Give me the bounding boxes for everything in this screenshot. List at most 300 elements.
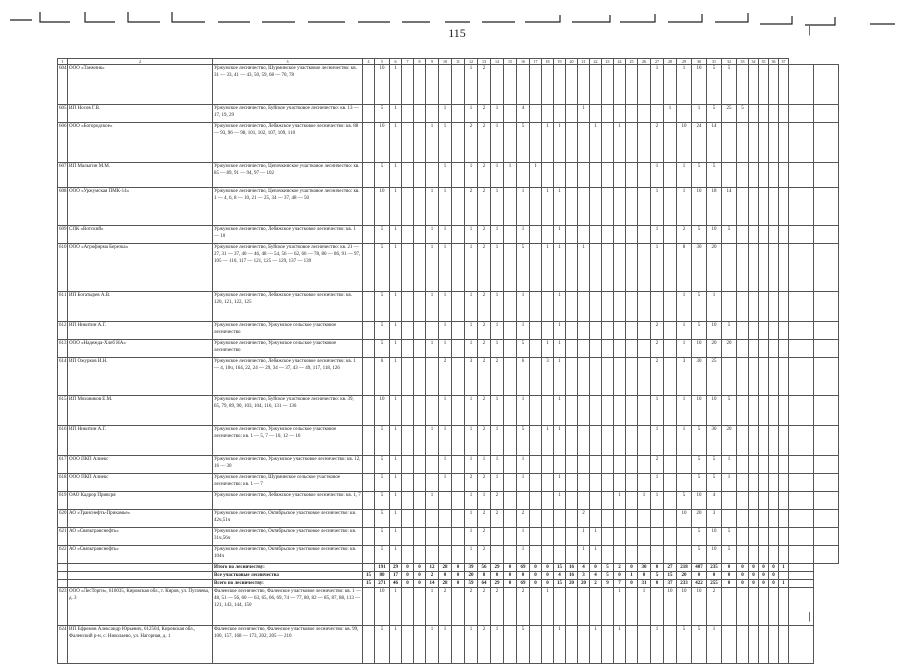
- table-row: [58, 322, 839, 340]
- organization-name: ОАО Кадрор Привсря: [68, 492, 213, 510]
- value-cell: 1: [614, 123, 626, 163]
- value-cell: 1: [390, 474, 402, 492]
- value-cell: 1: [390, 340, 402, 358]
- total-value: 0: [530, 564, 542, 572]
- value-cell: [638, 510, 651, 528]
- value-cell: [626, 588, 638, 626]
- value-cell: [779, 456, 789, 474]
- value-cell: [602, 340, 614, 358]
- value-cell: [452, 123, 465, 163]
- value-cell: [759, 546, 769, 564]
- value-cell: [504, 396, 517, 426]
- value-cell: 2: [478, 474, 491, 492]
- total-value: 0: [414, 580, 426, 588]
- value-cell: 1: [390, 188, 402, 226]
- value-cell: 1: [390, 510, 402, 528]
- value-cell: [402, 322, 414, 340]
- value-cell: [614, 340, 626, 358]
- column-header: 30: [692, 59, 707, 65]
- value-cell: 5: [722, 65, 737, 105]
- value-cell: 1: [651, 474, 664, 492]
- value-cell: 2: [478, 588, 491, 626]
- value-cell: [779, 510, 789, 528]
- value-cell: [530, 244, 542, 292]
- value-cell: [759, 456, 769, 474]
- value-cell: [452, 163, 465, 188]
- value-cell: 1: [439, 226, 452, 244]
- value-cell: [590, 340, 602, 358]
- value-cell: [402, 474, 414, 492]
- value-cell: 1: [651, 163, 664, 188]
- value-cell: [779, 426, 789, 456]
- value-cell: [677, 546, 692, 564]
- value-cell: 3: [707, 510, 722, 528]
- value-cell: [664, 226, 677, 244]
- forestry-location: Уржумское лесничество, Октябрьское участковое лесничество: кв. 42ч,51ч: [213, 510, 363, 528]
- value-cell: [759, 105, 769, 123]
- total-value: 16: [566, 572, 578, 580]
- forestry-location: Уржумское лесничество, Октябрьское участковое лесничество: кв. 31ч,56ч: [213, 528, 363, 546]
- value-cell: [530, 426, 542, 456]
- value-cell: [814, 244, 839, 292]
- column-header: 18: [542, 59, 554, 65]
- value-cell: [566, 588, 578, 626]
- value-cell: 1: [517, 456, 530, 474]
- value-cell: [554, 163, 566, 188]
- value-cell: [426, 456, 439, 474]
- value-cell: [664, 188, 677, 226]
- value-cell: [566, 188, 578, 226]
- value-cell: [363, 626, 375, 664]
- value-cell: [414, 340, 426, 358]
- value-cell: 10: [375, 588, 390, 626]
- total-value: 8: [478, 572, 491, 580]
- value-cell: 1: [439, 426, 452, 456]
- value-cell: 1: [390, 105, 402, 123]
- value-cell: 1: [390, 226, 402, 244]
- value-cell: 1: [491, 426, 504, 456]
- value-cell: [789, 123, 814, 163]
- value-cell: [769, 474, 779, 492]
- column-header: 29: [677, 59, 692, 65]
- total-value: 4: [590, 572, 602, 580]
- value-cell: [814, 65, 839, 105]
- total-value: 0: [504, 572, 517, 580]
- value-cell: [789, 188, 814, 226]
- value-cell: 1: [554, 188, 566, 226]
- organization-name: ООО «Богородское»: [68, 123, 213, 163]
- value-cell: [614, 456, 626, 474]
- value-cell: 5: [707, 456, 722, 474]
- value-cell: 2: [491, 588, 504, 626]
- value-cell: 1: [677, 322, 692, 340]
- value-cell: 10: [375, 396, 390, 426]
- value-cell: [426, 396, 439, 426]
- value-cell: [590, 474, 602, 492]
- total-value: 422: [692, 580, 707, 588]
- value-cell: 2: [491, 358, 504, 396]
- total-value: 39: [465, 564, 478, 572]
- value-cell: [530, 226, 542, 244]
- value-cell: 1: [722, 456, 737, 474]
- totals-row: [58, 580, 839, 588]
- value-cell: 1: [390, 456, 402, 474]
- value-cell: 5: [375, 626, 390, 664]
- total-value: 0: [626, 564, 638, 572]
- value-cell: 5: [692, 163, 707, 188]
- value-cell: [779, 474, 789, 492]
- value-cell: 5: [707, 474, 722, 492]
- value-cell: 10: [375, 188, 390, 226]
- value-cell: [363, 426, 375, 456]
- value-cell: 1: [478, 456, 491, 474]
- value-cell: [530, 456, 542, 474]
- total-value: 14: [426, 580, 439, 588]
- value-cell: 1: [590, 123, 602, 163]
- value-cell: [664, 163, 677, 188]
- row-number: 620: [58, 510, 68, 528]
- value-cell: [402, 588, 414, 626]
- value-cell: [578, 340, 590, 358]
- value-cell: [626, 474, 638, 492]
- value-cell: [566, 510, 578, 528]
- value-cell: 2: [478, 226, 491, 244]
- value-cell: [590, 226, 602, 244]
- column-header: 8: [414, 59, 426, 65]
- value-cell: [769, 492, 779, 510]
- value-cell: [602, 474, 614, 492]
- total-value: 0: [542, 580, 554, 588]
- value-cell: 1: [426, 244, 439, 292]
- value-cell: [664, 123, 677, 163]
- value-cell: 1: [578, 528, 590, 546]
- value-cell: [814, 510, 839, 528]
- total-value: 233: [677, 580, 692, 588]
- row-number: 613: [58, 340, 68, 358]
- column-header: 27: [651, 59, 664, 65]
- value-cell: 5: [692, 322, 707, 340]
- value-cell: 20: [707, 244, 722, 292]
- organization-name: ИП Ефремов Александр Юрьевич, 612504, Кировская обл., Фаленский р-н, с. Николаево, ул. Нагорная, д. 1: [68, 626, 213, 664]
- value-cell: [554, 510, 566, 528]
- value-cell: 1: [439, 163, 452, 188]
- value-cell: [566, 546, 578, 564]
- value-cell: [664, 244, 677, 292]
- column-header: 6: [390, 59, 402, 65]
- value-cell: [779, 588, 789, 626]
- value-cell: [542, 226, 554, 244]
- value-cell: [789, 626, 814, 664]
- value-cell: [554, 528, 566, 546]
- forestry-location: Уржумское лесничество, Лебяжское участковое лесничество: кв. 88 — 93, 96 — 98, 101, 102, 107, 109, 110: [213, 123, 363, 163]
- total-value: 46: [390, 580, 402, 588]
- value-cell: [602, 626, 614, 664]
- value-cell: [814, 396, 839, 426]
- value-cell: 20: [692, 510, 707, 528]
- value-cell: [737, 396, 749, 426]
- value-cell: [749, 163, 759, 188]
- value-cell: [814, 322, 839, 340]
- value-cell: 1: [491, 188, 504, 226]
- column-header: 37: [779, 59, 789, 65]
- value-cell: [504, 456, 517, 474]
- value-cell: 14: [722, 188, 737, 226]
- total-value: 56: [478, 564, 491, 572]
- value-cell: [414, 396, 426, 426]
- value-cell: 10: [707, 546, 722, 564]
- value-cell: [566, 626, 578, 664]
- value-cell: [402, 456, 414, 474]
- value-cell: 1: [707, 292, 722, 322]
- value-cell: 10: [707, 528, 722, 546]
- value-cell: [769, 105, 779, 123]
- value-cell: [638, 426, 651, 456]
- value-cell: [602, 65, 614, 105]
- value-cell: [769, 358, 779, 396]
- value-cell: 2: [465, 123, 478, 163]
- value-cell: [614, 396, 626, 426]
- total-value: 0: [402, 572, 414, 580]
- value-cell: 1: [491, 396, 504, 426]
- value-cell: [402, 510, 414, 528]
- value-cell: [363, 105, 375, 123]
- value-cell: 10: [677, 588, 692, 626]
- value-cell: [363, 510, 375, 528]
- value-cell: 1: [517, 292, 530, 322]
- value-cell: 1: [491, 105, 504, 123]
- value-cell: 1: [439, 396, 452, 426]
- value-cell: 10: [375, 123, 390, 163]
- value-cell: [769, 546, 779, 564]
- value-cell: [789, 358, 814, 396]
- value-cell: [626, 188, 638, 226]
- value-cell: 1: [491, 244, 504, 292]
- value-cell: 2: [651, 358, 664, 396]
- value-cell: [504, 474, 517, 492]
- value-cell: 20: [722, 426, 737, 456]
- forestry-location: Уржумское лесничество, Буйское участковое лесничество: кв. 21 — 27, 31 — 37, 40 — 46, 48 — 54, 56 — 62, 66 — 78, 80 — 86, 91 — 97, 105 — 110, 117 — 121, 125 — 129, 137 — 139: [213, 244, 363, 292]
- row-number: 606: [58, 123, 68, 163]
- value-cell: [814, 292, 839, 322]
- row-number: 616: [58, 426, 68, 456]
- value-cell: [363, 226, 375, 244]
- value-cell: 18: [707, 188, 722, 226]
- total-value: 255: [707, 580, 722, 588]
- value-cell: [749, 65, 759, 105]
- value-cell: 1: [465, 340, 478, 358]
- value-cell: [779, 123, 789, 163]
- row-number: 611: [58, 292, 68, 322]
- value-cell: 2: [478, 292, 491, 322]
- value-cell: [789, 163, 814, 188]
- value-cell: 1: [542, 426, 554, 456]
- value-cell: [363, 123, 375, 163]
- total-value: 15: [664, 572, 677, 580]
- value-cell: 1: [426, 292, 439, 322]
- value-cell: [722, 358, 737, 396]
- value-cell: [749, 588, 759, 626]
- table-row: [58, 474, 839, 492]
- value-cell: [439, 546, 452, 564]
- value-cell: [749, 292, 759, 322]
- total-value: 28: [439, 580, 452, 588]
- total-value: 0: [651, 564, 664, 572]
- value-cell: [530, 322, 542, 340]
- value-cell: 2: [478, 340, 491, 358]
- value-cell: [651, 528, 664, 546]
- value-cell: [566, 244, 578, 292]
- value-cell: 5: [375, 528, 390, 546]
- value-cell: [590, 244, 602, 292]
- value-cell: [602, 358, 614, 396]
- value-cell: [452, 358, 465, 396]
- value-cell: [602, 456, 614, 474]
- total-value: 0: [452, 580, 465, 588]
- value-cell: [602, 188, 614, 226]
- value-cell: 3: [677, 358, 692, 396]
- value-cell: [769, 456, 779, 474]
- value-cell: [614, 292, 626, 322]
- total-value: 0: [517, 572, 530, 580]
- value-cell: 2: [651, 322, 664, 340]
- value-cell: [814, 105, 839, 123]
- forestry-location: Уржумское лесничество, Уржумское сельское участковое лесничество: кв. 1 — 5, 7 — 10, 12 — 16: [213, 426, 363, 456]
- value-cell: [626, 456, 638, 474]
- value-cell: [590, 188, 602, 226]
- total-value: 9: [602, 580, 614, 588]
- value-cell: [414, 546, 426, 564]
- value-cell: [638, 123, 651, 163]
- value-cell: 2: [478, 626, 491, 664]
- row-number: 614: [58, 358, 68, 396]
- column-header: 15: [504, 59, 517, 65]
- value-cell: [814, 456, 839, 474]
- organization-name: ИП Богатырев А.В.: [68, 292, 213, 322]
- value-cell: 1: [651, 396, 664, 426]
- value-cell: [769, 426, 779, 456]
- total-value: 0: [452, 564, 465, 572]
- value-cell: 1: [517, 322, 530, 340]
- value-cell: [452, 626, 465, 664]
- value-cell: 2: [517, 510, 530, 528]
- value-cell: 1: [677, 292, 692, 322]
- value-cell: [566, 528, 578, 546]
- value-cell: [769, 292, 779, 322]
- value-cell: 5: [375, 322, 390, 340]
- total-value: 0: [769, 564, 779, 572]
- value-cell: 1: [390, 358, 402, 396]
- value-cell: 5: [517, 626, 530, 664]
- organization-name: ООО «Агрофирма Березка»: [68, 244, 213, 292]
- value-cell: 1: [465, 426, 478, 456]
- value-cell: 1: [638, 588, 651, 626]
- value-cell: 1: [491, 123, 504, 163]
- table-row: [58, 123, 839, 163]
- value-cell: [542, 65, 554, 105]
- value-cell: 20: [722, 340, 737, 358]
- value-cell: [452, 546, 465, 564]
- forestry-location: Фаленское лесничество, Фаленское участковое лесничество: кв. 1 — 48, 51 — 56, 60 — 63, 65, 66, 69, 74 — 77, 80, 82 — 85, 87, 88, 113 — 121, 143, 144, 150: [213, 588, 363, 626]
- value-cell: [402, 226, 414, 244]
- value-cell: 2: [478, 358, 491, 396]
- row-number: 615: [58, 396, 68, 426]
- value-cell: [814, 340, 839, 358]
- value-cell: [590, 456, 602, 474]
- total-value: 16: [566, 564, 578, 572]
- value-cell: 5: [517, 426, 530, 456]
- value-cell: [530, 340, 542, 358]
- value-cell: [530, 474, 542, 492]
- value-cell: 1: [664, 105, 677, 123]
- value-cell: 10: [692, 65, 707, 105]
- value-cell: [504, 123, 517, 163]
- total-value: 20: [465, 572, 478, 580]
- value-cell: 3: [465, 358, 478, 396]
- total-value: 7: [614, 580, 626, 588]
- value-cell: [517, 65, 530, 105]
- total-value: 15: [363, 572, 375, 580]
- value-cell: [677, 474, 692, 492]
- value-cell: [759, 163, 769, 188]
- value-cell: [402, 528, 414, 546]
- column-header: 36: [769, 59, 779, 65]
- value-cell: 10: [692, 396, 707, 426]
- value-cell: [578, 292, 590, 322]
- value-cell: [664, 546, 677, 564]
- column-header: 16: [517, 59, 530, 65]
- value-cell: [414, 322, 426, 340]
- value-cell: [626, 292, 638, 322]
- value-cell: [614, 188, 626, 226]
- value-cell: [578, 123, 590, 163]
- value-cell: [554, 546, 566, 564]
- value-cell: 1: [590, 546, 602, 564]
- value-cell: [590, 396, 602, 426]
- value-cell: 1: [390, 123, 402, 163]
- total-value: 0: [759, 564, 769, 572]
- value-cell: 2: [578, 510, 590, 528]
- value-cell: [566, 65, 578, 105]
- total-value: 37: [664, 580, 677, 588]
- value-cell: [363, 474, 375, 492]
- empty-cell: [58, 572, 68, 580]
- value-cell: 2: [478, 105, 491, 123]
- total-value: 0: [414, 564, 426, 572]
- value-cell: [626, 123, 638, 163]
- total-value: 235: [707, 564, 722, 572]
- value-cell: 1: [554, 396, 566, 426]
- value-cell: [414, 456, 426, 474]
- value-cell: 5: [517, 244, 530, 292]
- row-number: 605: [58, 105, 68, 123]
- value-cell: [779, 528, 789, 546]
- organization-name: ИП Носов Г.В.: [68, 105, 213, 123]
- empty-cell: [58, 580, 68, 588]
- value-cell: [590, 65, 602, 105]
- forestry-location: Уржумское лесничество, Лебяжское участковое лесничество: кв. 1 — 4, 10ч, 164, 22, 24 — 29, 34 — 37, 43 — 49, 117, 118, 126: [213, 358, 363, 396]
- value-cell: [737, 123, 749, 163]
- organization-name: ООО «Надежда-Хлеб НА»: [68, 340, 213, 358]
- value-cell: 1: [426, 123, 439, 163]
- value-cell: 6: [517, 358, 530, 396]
- value-cell: [664, 474, 677, 492]
- value-cell: [414, 105, 426, 123]
- value-cell: [554, 588, 566, 626]
- table-row: [58, 456, 839, 474]
- value-cell: 1: [465, 528, 478, 546]
- value-cell: 1: [426, 588, 439, 626]
- value-cell: [590, 163, 602, 188]
